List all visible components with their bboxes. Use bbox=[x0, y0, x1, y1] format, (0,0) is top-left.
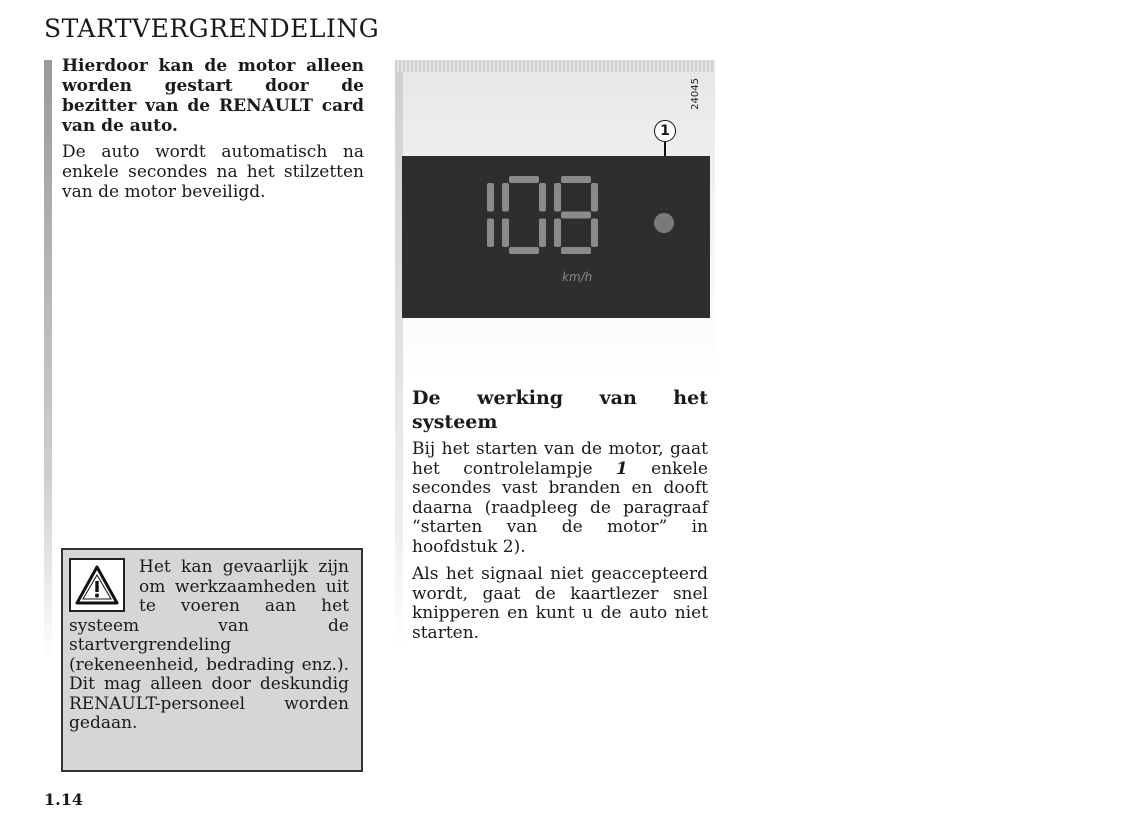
digit-segment bbox=[561, 176, 591, 183]
digit-segment bbox=[554, 183, 561, 212]
warning-text: Het kan gevaarlijk zijn om werkzaamheden uit te voeren aan het systeem van de startvergrendeling (rekeneenheid, bedrading enz.). Dit mag alleen door deskundig RENAULT-personeel worden gedaan. bbox=[69, 557, 349, 733]
digit-segment bbox=[487, 183, 494, 212]
digit-segment bbox=[561, 212, 591, 219]
figure-band bbox=[395, 60, 715, 72]
paragraph-1-start: Bij het starten van de motor, gaat het controlelampje bbox=[412, 439, 708, 479]
speedometer-figure bbox=[395, 60, 715, 380]
speed-digits bbox=[450, 176, 650, 266]
page-title: STARTVERGRENDELING bbox=[44, 14, 380, 43]
digit-segment bbox=[554, 219, 561, 248]
section-paragraph-1 bbox=[412, 440, 708, 557]
digit-segment bbox=[502, 219, 509, 248]
callout-number: 1 bbox=[654, 120, 676, 142]
digit-segment bbox=[509, 247, 539, 254]
figure-edge bbox=[395, 60, 403, 650]
intro-text: Hierdoor kan de motor alleen worden gestart door de bezitter van de RENAULT card van de auto. bbox=[62, 56, 364, 136]
digit-segment bbox=[487, 219, 494, 248]
lamp-reference: 1 bbox=[615, 458, 628, 479]
right-column bbox=[412, 386, 708, 651]
speed-unit: km/h bbox=[562, 270, 593, 284]
speed-display bbox=[402, 156, 710, 318]
warning-triangle-icon bbox=[69, 558, 125, 612]
left-column bbox=[62, 56, 364, 208]
digit-segment bbox=[591, 219, 598, 248]
digit-segment bbox=[502, 183, 509, 212]
paragraph-1-end: enkele secondes vast branden en dooft daarna (raadpleeg de paragraaf “starten van de motor” in hoofdstuk 2). bbox=[412, 458, 708, 557]
figure-reference: 24045 bbox=[690, 78, 701, 110]
digit-segment bbox=[509, 176, 539, 183]
warning-box bbox=[61, 548, 363, 772]
digit-segment bbox=[539, 219, 546, 248]
page-number: 1.14 bbox=[44, 790, 83, 809]
digit-segment bbox=[561, 247, 591, 254]
section-paragraph-2: Als het signaal niet geaccepteerd wordt, gaat de kaartlezer snel knipperen en kunt u de auto niet starten. bbox=[412, 564, 708, 643]
section-heading: De werking van het systeem bbox=[412, 387, 708, 433]
indicator-lamp-icon bbox=[654, 213, 674, 233]
digit-segment bbox=[591, 183, 598, 212]
body-text: De auto wordt automatisch na enkele secondes na het stilzetten van de motor beveiligd. bbox=[62, 142, 364, 202]
digit-segment bbox=[539, 183, 546, 212]
margin-bar bbox=[44, 60, 52, 660]
